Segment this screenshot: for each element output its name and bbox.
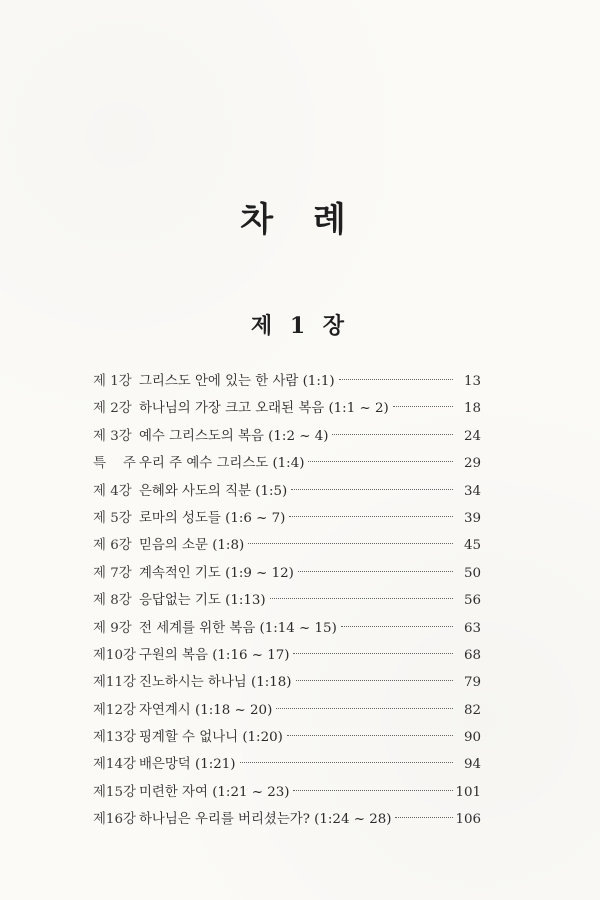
entry-title-with-leader (139, 646, 453, 666)
toc-entry (93, 372, 481, 399)
entry-title-with-leader (139, 619, 453, 639)
toc-entry (93, 728, 481, 755)
toc-entry (93, 482, 481, 509)
dot-leader (298, 571, 453, 572)
entry-title-with-leader (139, 564, 453, 584)
dot-leader (240, 762, 453, 763)
chapter-heading: 제 1 장 (250, 313, 350, 339)
entry-number: 제 4강 (93, 483, 132, 499)
entry-page-number: 63 (463, 620, 481, 636)
toc-entry (93, 536, 481, 563)
toc-entry (93, 619, 481, 646)
entry-title: 자연계시 (1:18 ~ 20) (139, 702, 273, 718)
entry-title-with-leader (139, 728, 453, 748)
entry-number: 제15강 (93, 784, 136, 800)
toc-entry (93, 399, 481, 426)
entry-page-number: 82 (463, 702, 481, 718)
entry-title-with-leader (139, 591, 453, 611)
entry-page-number: 94 (463, 757, 481, 773)
toc-entry (93, 755, 481, 782)
entry-page-number: 34 (463, 483, 481, 499)
dot-leader (341, 626, 453, 627)
entry-number: 제11강 (93, 675, 136, 691)
entry-number: 제14강 (93, 757, 136, 773)
entry-title: 하나님은 우리를 버리셨는가? (1:24 ~ 28) (139, 812, 392, 828)
toc-entry (93, 701, 481, 728)
entry-title-with-leader (139, 783, 453, 803)
entry-title-with-leader (139, 810, 453, 830)
entry-title: 미련한 자여 (1:21 ~ 23) (139, 784, 290, 800)
toc-entry (93, 509, 481, 536)
entry-page-number: 45 (463, 538, 481, 554)
dot-leader (293, 653, 453, 654)
entry-title-with-leader (139, 372, 453, 392)
entry-title-with-leader (139, 509, 453, 529)
entry-number: 제 9강 (93, 620, 132, 636)
entry-number: 제 2강 (93, 401, 132, 417)
entry-number: 제10강 (93, 647, 136, 663)
dot-leader (296, 680, 453, 681)
entry-page-number: 56 (463, 593, 481, 609)
toc-entry (93, 810, 481, 837)
dot-leader (308, 461, 453, 462)
toc-entry (93, 591, 481, 618)
entry-title: 은혜와 사도의 직분 (1:5) (139, 483, 288, 499)
entry-title-with-leader (139, 536, 453, 556)
dot-leader (393, 406, 453, 407)
entry-title-with-leader (139, 427, 453, 447)
dot-leader (276, 708, 453, 709)
entry-title: 예수 그리스도의 복음 (1:2 ~ 4) (139, 428, 329, 444)
dot-leader (248, 543, 453, 544)
toc-entry (93, 673, 481, 700)
dot-leader (293, 790, 453, 791)
entry-page-number: 39 (463, 510, 481, 526)
entry-number: 제16강 (93, 812, 136, 828)
entry-title-with-leader (139, 454, 453, 474)
entry-page-number: 29 (463, 456, 481, 472)
page-title: 차 례 (240, 200, 360, 240)
entry-number: 제 8강 (93, 593, 132, 609)
entry-title: 구원의 복음 (1:16 ~ 17) (139, 647, 290, 663)
entry-number: 제 3강 (93, 428, 132, 444)
entry-title-with-leader (139, 673, 453, 693)
entry-title: 우리 주 예수 그리스도 (1:4) (139, 456, 305, 472)
entry-title-with-leader (139, 399, 453, 419)
entry-number: 제 5강 (93, 510, 132, 526)
toc-entry (93, 646, 481, 673)
entry-page-number: 68 (463, 647, 481, 663)
entry-number: 제13강 (93, 730, 136, 746)
entry-number: 제 7강 (93, 565, 132, 581)
dot-leader (287, 735, 453, 736)
dot-leader (291, 489, 453, 490)
toc-entry (93, 783, 481, 810)
dot-leader (339, 379, 453, 380)
dot-leader (395, 817, 453, 818)
entry-page-number: 50 (463, 565, 481, 581)
dot-leader (332, 434, 453, 435)
dot-leader (270, 598, 453, 599)
entry-title: 로마의 성도들 (1:6 ~ 7) (139, 510, 286, 526)
entry-title-with-leader (139, 482, 453, 502)
entry-title: 핑계할 수 없나니 (1:20) (139, 730, 283, 746)
entry-number: 특 주 (93, 456, 136, 472)
entry-title: 믿음의 소문 (1:8) (139, 538, 245, 554)
entry-number: 제12강 (93, 702, 136, 718)
entry-title-with-leader (139, 701, 453, 721)
entry-title: 하나님의 가장 크고 오래된 복음 (1:1 ~ 2) (139, 401, 389, 417)
entry-page-number: 24 (463, 428, 481, 444)
toc-entry (93, 427, 481, 454)
dot-leader (289, 516, 453, 517)
entry-title-with-leader (139, 755, 453, 775)
entry-title: 계속적인 기도 (1:9 ~ 12) (139, 565, 294, 581)
entry-title: 전 세계를 위한 복음 (1:14 ~ 15) (139, 620, 337, 636)
entry-title: 배은망덕 (1:21) (139, 757, 236, 773)
entry-title: 그리스도 안에 있는 한 사람 (1:1) (139, 374, 335, 389)
entry-page-number: 13 (463, 374, 481, 389)
toc-entry (93, 564, 481, 591)
entry-number: 제 1강 (93, 374, 132, 389)
toc-entry (93, 454, 481, 481)
entry-page-number: 101 (455, 784, 481, 800)
table-of-contents (93, 372, 481, 838)
entry-page-number: 106 (455, 812, 481, 828)
entry-page-number: 90 (463, 730, 481, 746)
entry-page-number: 18 (463, 401, 481, 417)
entry-title: 진노하시는 하나님 (1:18) (139, 675, 292, 691)
entry-number: 제 6강 (93, 538, 132, 554)
entry-title: 응답없는 기도 (1:13) (139, 593, 266, 609)
entry-page-number: 79 (463, 675, 481, 691)
